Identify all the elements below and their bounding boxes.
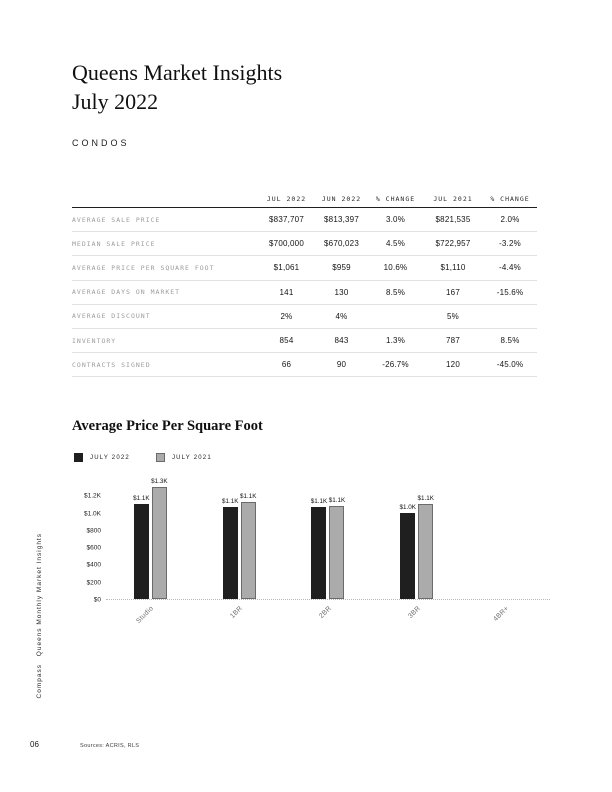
market-stats-table	[72, 190, 537, 377]
table-cell: $813,397	[324, 215, 359, 225]
table-cell: $722,957	[435, 239, 471, 249]
row-label: MEDIAN SALE PRICE	[72, 239, 156, 248]
y-tick-label: $800	[86, 527, 101, 535]
x-axis-label: 1BR	[229, 605, 245, 620]
table-row	[72, 353, 537, 377]
bar-july-2022	[399, 503, 417, 599]
table-row	[72, 232, 537, 256]
table-cell: 2.0%	[500, 215, 520, 225]
title-line-2: July 2022	[72, 89, 159, 114]
y-tick-label: $1.0K	[84, 510, 101, 518]
column-header: % CHANGE	[375, 194, 416, 203]
chart-legend	[74, 453, 212, 462]
y-tick-label: $0	[93, 596, 101, 604]
table-cell: 66	[281, 360, 292, 370]
bar-july-2022	[221, 497, 239, 599]
legend-item	[156, 453, 212, 462]
bar-value-label: $1.1K	[310, 498, 328, 506]
table-cell: $1,110	[440, 263, 466, 273]
table-row	[72, 329, 537, 353]
bar-july-2021	[417, 494, 435, 599]
bar-value-label: $1.3K	[151, 477, 168, 485]
table-cell: 4.5%	[385, 239, 406, 249]
table-header-row	[72, 190, 537, 208]
table-cell: $1,061	[273, 263, 300, 273]
title-line-1: Queens Market Insights	[72, 60, 283, 85]
sources-note: Sources: ACRIS, RLS	[80, 743, 140, 749]
y-tick-label: $400	[86, 561, 101, 569]
x-axis-label: 3BR	[406, 605, 422, 620]
table-row	[72, 305, 537, 329]
bar-value-label: $1.0K	[399, 503, 417, 511]
table-cell: -26.7%	[382, 360, 409, 370]
bar-value-label: $1.1K	[328, 496, 346, 504]
bar-july-2022	[310, 498, 328, 599]
y-tick-label: $200	[86, 579, 101, 587]
table-cell: -45.0%	[496, 360, 524, 370]
y-tick-label: $1.2K	[84, 492, 101, 500]
page-title	[72, 58, 282, 116]
table-cell: 120	[446, 360, 460, 370]
legend-label: JULY 2022	[90, 454, 130, 461]
table-cell: 8.5%	[500, 336, 520, 346]
table-cell: 4%	[335, 311, 348, 321]
y-axis	[72, 478, 106, 604]
table-cell: 3.0%	[385, 215, 406, 225]
bar-group	[461, 478, 550, 623]
table-cell: $837,707	[269, 215, 304, 225]
table-cell: 90	[336, 360, 347, 370]
column-header: % CHANGE	[490, 194, 530, 203]
table-cell: 141	[279, 287, 294, 297]
table-row	[72, 208, 537, 232]
x-axis-label: Studio	[135, 605, 156, 625]
section-label-condos: CONDOS	[72, 138, 130, 148]
row-label: AVERAGE PRICE PER SQUARE FOOT	[72, 263, 215, 272]
x-axis-label: 4BR+	[492, 605, 511, 623]
market-table-body	[72, 208, 537, 377]
x-axis-label: 2BR	[318, 605, 333, 620]
chart-plot	[106, 477, 550, 625]
table-cell: 10.6%	[383, 263, 408, 273]
column-header: JUL 2021	[433, 194, 473, 203]
row-label: AVERAGE SALE PRICE	[72, 215, 161, 224]
bar-value-label: $1.1K	[133, 494, 150, 502]
bar-group	[284, 478, 373, 620]
legend-swatch	[156, 453, 165, 462]
legend-item	[74, 453, 130, 462]
legend-swatch	[74, 453, 83, 462]
table-cell: -4.4%	[499, 263, 521, 273]
table-cell: 854	[279, 336, 294, 346]
table-cell: $821,535	[435, 215, 471, 225]
column-header: JUN 2022	[321, 194, 362, 203]
table-cell: 130	[334, 287, 349, 297]
row-label: CONTRACTS SIGNED	[72, 360, 151, 369]
table-cell: 843	[334, 336, 349, 346]
table-row	[72, 256, 537, 280]
bar-value-label: $1.1K	[239, 493, 257, 501]
side-label-report: Queens Monthly Market Insights	[36, 533, 43, 657]
legend-label: JULY 2021	[171, 454, 212, 461]
y-tick-label: $600	[86, 544, 101, 552]
table-cell: 1.3%	[385, 336, 406, 346]
table-cell: $959	[332, 263, 351, 273]
table-cell: -15.6%	[496, 287, 524, 297]
table-cell: 167	[446, 287, 460, 297]
table-cell: -3.2%	[499, 239, 521, 249]
table-cell: 2%	[280, 311, 293, 321]
row-label: AVERAGE DAYS ON MARKET	[72, 288, 181, 297]
chart-inner	[72, 477, 550, 625]
table-cell: $700,000	[269, 239, 304, 249]
table-cell: $670,023	[324, 239, 359, 249]
page-number: 06	[30, 740, 39, 749]
table-cell: 5%	[447, 311, 459, 321]
chart-title: Average Price Per Square Foot	[72, 418, 263, 434]
column-header: JUL 2022	[266, 194, 307, 203]
bar-value-label: $1.1K	[221, 497, 239, 505]
table-cell: 8.5%	[385, 287, 406, 297]
table-row	[72, 281, 537, 305]
bar-group	[106, 477, 195, 625]
bar-july-2022	[133, 494, 150, 599]
bar-july-2021	[239, 493, 257, 599]
bar-value-label: $1.1K	[417, 494, 435, 502]
table-cell: 787	[446, 336, 460, 346]
bar-july-2021	[328, 496, 346, 599]
row-label: AVERAGE DISCOUNT	[72, 312, 151, 321]
bar-group	[372, 478, 461, 620]
bar-july-2021	[151, 477, 168, 599]
row-label: INVENTORY	[72, 336, 117, 345]
bar-chart	[72, 477, 550, 625]
bar-group	[195, 478, 284, 620]
side-label-brand: Compass	[36, 664, 43, 699]
